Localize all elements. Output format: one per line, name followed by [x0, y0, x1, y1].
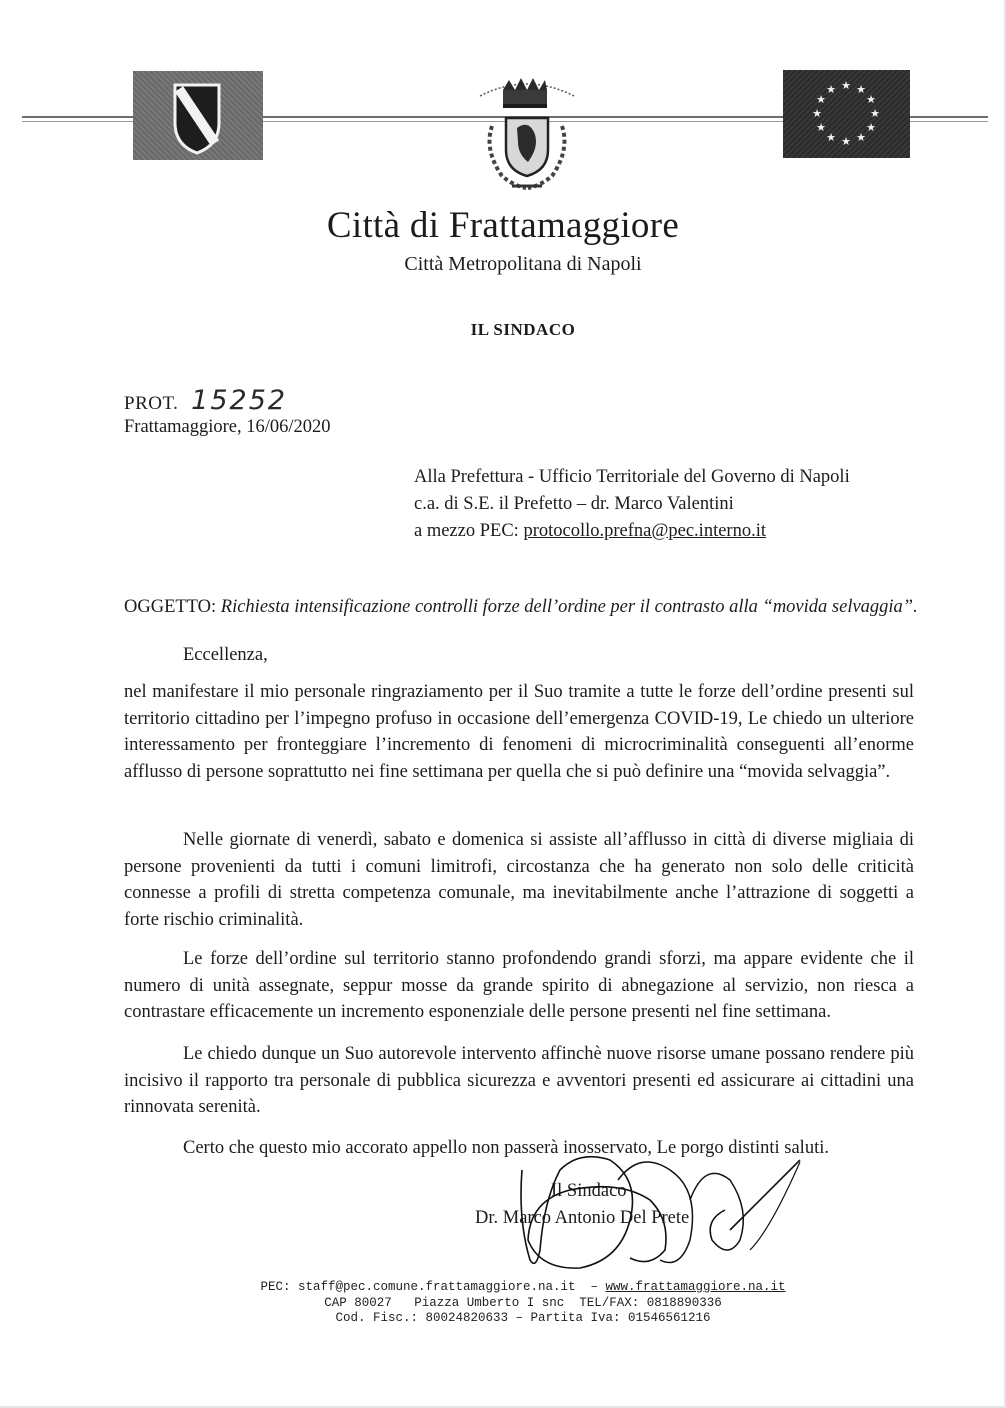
svg-text:★: ★	[841, 135, 851, 148]
metro-area: Città Metropolitana di Napoli	[404, 253, 642, 275]
svg-text:★: ★	[856, 83, 866, 96]
city-name: Città di Frattamaggiore	[326, 205, 680, 246]
protocol-line	[124, 385, 287, 416]
svg-text:★: ★	[866, 93, 876, 106]
footer-address-line: CAP 80027 Piazza Umberto I snc TEL/FAX: 0818890336	[324, 1296, 722, 1310]
protocol-label: PROT.	[124, 393, 179, 414]
pec-prefix: a mezzo PEC:	[414, 521, 524, 541]
svg-text:★: ★	[812, 107, 822, 120]
svg-text:★: ★	[826, 131, 836, 144]
svg-text:★: ★	[870, 107, 880, 120]
salutation: Eccellenza,	[183, 645, 268, 665]
recipient-line-3	[414, 521, 766, 542]
subject-line	[124, 597, 918, 618]
footer-pec: PEC: staff@pec.comune.frattamaggiore.na.it	[260, 1280, 576, 1294]
subject-label: OGGETTO:	[124, 597, 221, 617]
protocol-number: 15252	[191, 385, 288, 416]
signature-role: Il Sindaco	[551, 1181, 627, 1201]
svg-text:★: ★	[816, 121, 826, 134]
footer-separator: –	[575, 1280, 606, 1294]
body-paragraph-2: Nelle giornate di venerdì, sabato e domenica si assiste all’afflusso in città di diverse migliaia di persone provenienti da tutti i comuni limitrofi, circostanza che ha generato non solo delle criticità connesse a profili di stretta competenza comunale, ma inevitabilmente anche l’attrazione di soggetti a forte rischio criminalità.	[124, 830, 914, 930]
svg-text:★: ★	[866, 121, 876, 134]
pec-address-link[interactable]: protocollo.prefna@pec.interno.it	[523, 521, 766, 541]
body-paragraph-4: Le chiedo dunque un Suo autorevole intervento affinchè nuove risorse umane possano rendere più incisivo il rapporto tra personale di pubblica sicurezza e avventori presenti ed assicurare ai cittadini una rinnovata serenità.	[124, 1044, 914, 1117]
footer-website-link[interactable]: www.frattamaggiore.na.it	[605, 1280, 786, 1294]
closing-line: Certo che questo mio accorato appello non passerà inosservato, Le porgo distinti saluti.	[183, 1138, 829, 1158]
frattamaggiore-crest-icon	[462, 70, 592, 198]
svg-text:★: ★	[856, 131, 866, 144]
european-union-flag-icon	[783, 70, 910, 158]
signature-name: Dr. Marco Antonio Del Prete	[475, 1208, 690, 1228]
office-title: IL SINDACO	[470, 320, 576, 339]
svg-text:★: ★	[841, 79, 851, 92]
regione-campania-coat-of-arms-icon	[133, 71, 263, 160]
place-date: Frattamaggiore, 16/06/2020	[124, 417, 331, 437]
body-paragraph-1: nel manifestare il mio personale ringraziamento per il Suo tramite a tutte le forze dell’ordine presenti sul territorio cittadino per l’impegno profuso in occasione dell’emergenza COVID-19, Le chiedo un ulteriore interessamento per fronteggiare l’incremento di fenomeni di microcriminalità conseguenti all’enorme afflusso di persone soprattutto nei fine settimana per quella che si può definire una “movida selvaggia”.	[124, 682, 914, 782]
svg-text:★: ★	[816, 93, 826, 106]
handwritten-signature	[500, 1140, 810, 1280]
footer-tax-line: Cod. Fisc.: 80024820633 – Partita Iva: 01546561216	[335, 1311, 711, 1325]
svg-text:★: ★	[826, 83, 836, 96]
subject-text: Richiesta intensificazione controlli forze dell’ordine per il contrasto alla “movida selvaggia”.	[220, 597, 918, 617]
recipient-line-1: Alla Prefettura - Ufficio Territoriale del Governo di Napoli	[414, 467, 850, 487]
footer-contact-line	[0, 1280, 1006, 1294]
recipient-line-2: c.a. di S.E. il Prefetto – dr. Marco Valentini	[414, 494, 734, 514]
body-paragraph-3: Le forze dell’ordine sul territorio stanno profondendo grandi sforzi, ma appare evidente che il numero di unità assegnate, seppur mosse da grande spirito di abnegazione al servizio, non riesca a contrastare efficacemente un incremento esponenziale delle persone presenti nel fine settimana.	[124, 949, 914, 1022]
